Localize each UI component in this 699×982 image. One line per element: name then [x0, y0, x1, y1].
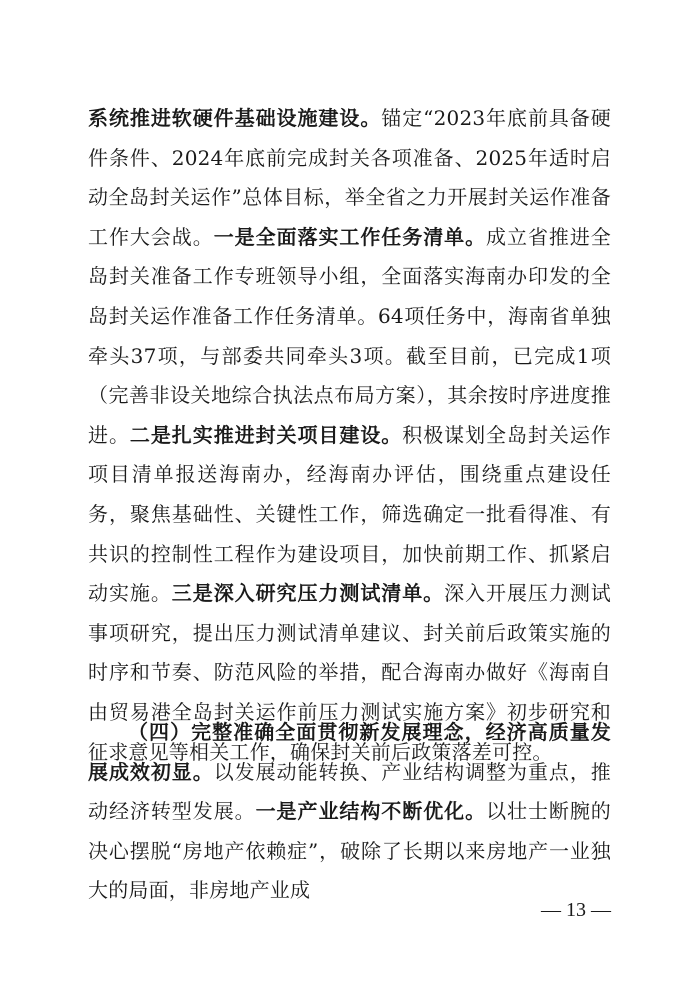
- body-text: 以发展动能转换、产业结构调整为重点，推动经济转型发展。: [88, 759, 611, 824]
- body-text: 锚定“2023年底前具备硬件条件、2024年底前完成封关各项准备、2025年适时启动全岛封关运作”总体目标，举全省之力开展封关运作准备工作大会战。: [88, 106, 611, 249]
- section-four-heading: （四）完整准确全面贯彻新发展理念，经济高质量发展成效初显。: [88, 720, 611, 784]
- point-one-heading: 一是产业结构不断优化。: [255, 799, 487, 824]
- paragraph-1: [88, 99, 611, 772]
- point-three-heading: 三是深入研究压力测试清单。: [171, 581, 445, 606]
- page-number: — 13 —: [541, 899, 611, 921]
- body-text: 积极谋划全岛封关运作项目清单报送海南办，经海南办评估，围绕重点建设任务，聚焦基础性、关键性工作，筛选确定一批看得准、有共识的控制性工程作为建设项目，加快前期工作、抓紧启动实施。: [88, 422, 611, 606]
- point-one-heading: 一是全面落实工作任务清单。: [213, 224, 487, 249]
- paragraph-2: [88, 713, 611, 911]
- body-text: 以壮士断腕的决心摆脱“房地产依赖症”，破除了长期以来房地产一业独大的局面，非房地产业成: [88, 799, 612, 903]
- heading-software-hardware: 系统推进软硬件基础设施建设。: [88, 106, 382, 130]
- body-text: 成立省推进全岛封关准备工作专班领导小组，全面落实海南办印发的全岛封关运作准备工作任务清单。64项任务中，海南省单独牵头37项，与部委共同牵头3项。截至目前，已完成1项（完善非设关地综合执法点布局方案），其余按时序进度推进。: [88, 224, 611, 447]
- point-two-heading: 二是扎实推进封关项目建设。: [129, 422, 403, 447]
- body-text: 深入开展压力测试事项研究，提出压力测试清单建议、封关前后政策实施的时序和节奏、防范风险的举措，配合海南办做好《海南自由贸易港全岛封关运作前压力测试实施方案》初步研究和征求意见等相关工作，确保封关前后政策落差可控。: [88, 581, 611, 764]
